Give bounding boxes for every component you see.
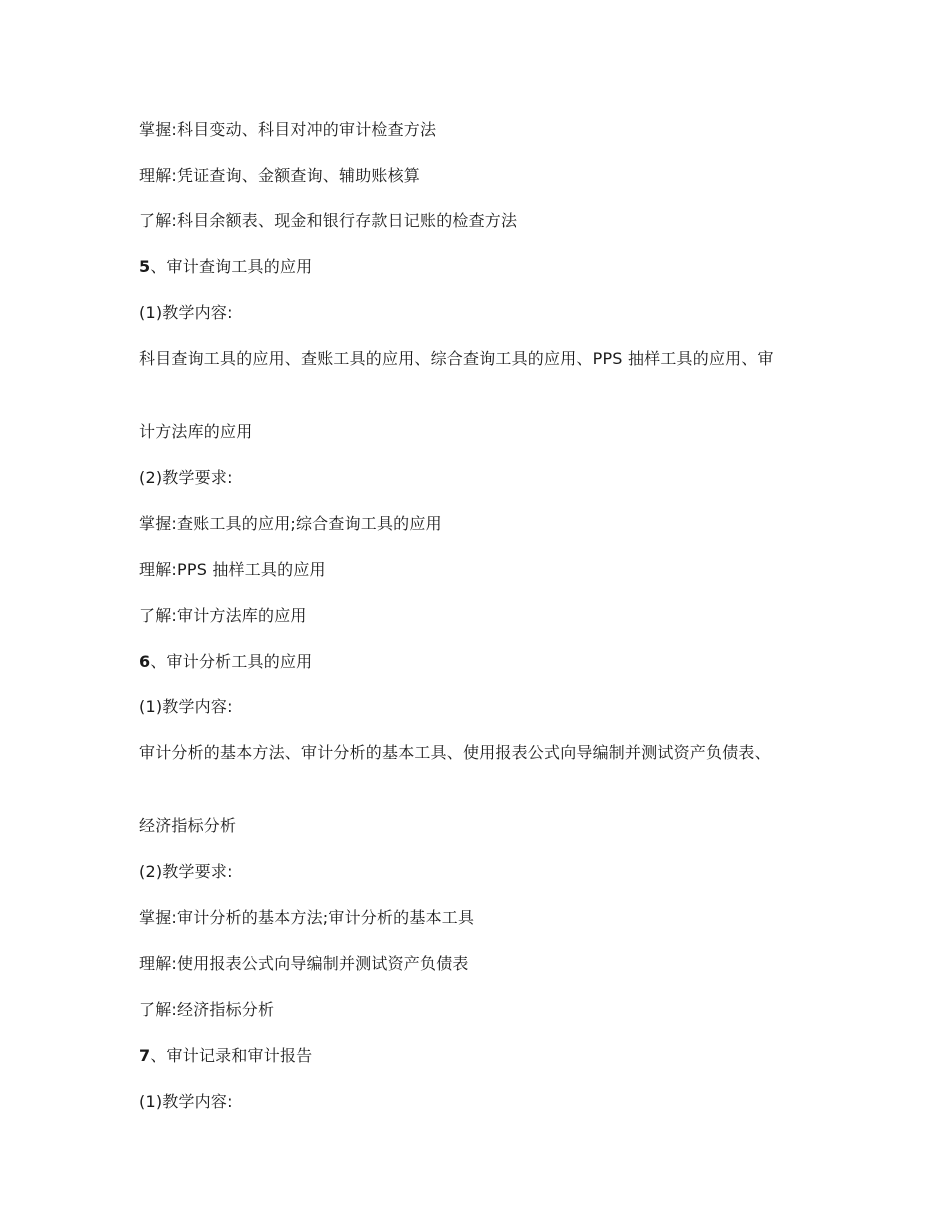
text-line: 了解:科目余额表、现金和银行存款日记账的检查方法: [139, 211, 518, 230]
section-heading: [139, 1045, 819, 1067]
section-number: 5: [139, 257, 151, 276]
text-line: 了解:审计方法库的应用: [139, 606, 307, 625]
text-line: 理解:凭证查询、金额查询、辅助账核算: [139, 166, 420, 185]
section-title: 、审计分析工具的应用: [150, 652, 313, 671]
section-title: 、审计记录和审计报告: [150, 1046, 313, 1065]
section-heading: [139, 651, 819, 673]
text-line: (1)教学内容:: [139, 697, 233, 716]
text-line: 掌握:科目变动、科目对冲的审计检查方法: [139, 120, 437, 139]
text-line: 理解:使用报表公式向导编制并测试资产负债表: [139, 954, 469, 973]
text-line: 掌握:查账工具的应用;综合查询工具的应用: [139, 514, 442, 533]
paragraph: 科目查询工具的应用、查账工具的应用、综合查询工具的应用、PPS 抽样工具的应用、审: [139, 349, 774, 368]
section-heading: [139, 256, 819, 278]
text-line: (1)教学内容:: [139, 303, 233, 322]
section-title: 、审计查询工具的应用: [150, 257, 313, 276]
text-line: 理解:PPS 抽样工具的应用: [139, 560, 326, 579]
section-number: 6: [139, 652, 151, 671]
text-line: 计方法库的应用: [139, 422, 253, 441]
text-line: (1)教学内容:: [139, 1092, 233, 1111]
section-number: 7: [139, 1046, 151, 1065]
paragraph: 审计分析的基本方法、审计分析的基本工具、使用报表公式向导编制并测试资产负债表、: [139, 743, 771, 762]
text-line: 经济指标分析: [139, 816, 237, 835]
text-line: (2)教学要求:: [139, 862, 233, 881]
text-line: 了解:经济指标分析: [139, 1000, 275, 1019]
text-line: (2)教学要求:: [139, 468, 233, 487]
text-line: 掌握:审计分析的基本方法;审计分析的基本工具: [139, 908, 475, 927]
